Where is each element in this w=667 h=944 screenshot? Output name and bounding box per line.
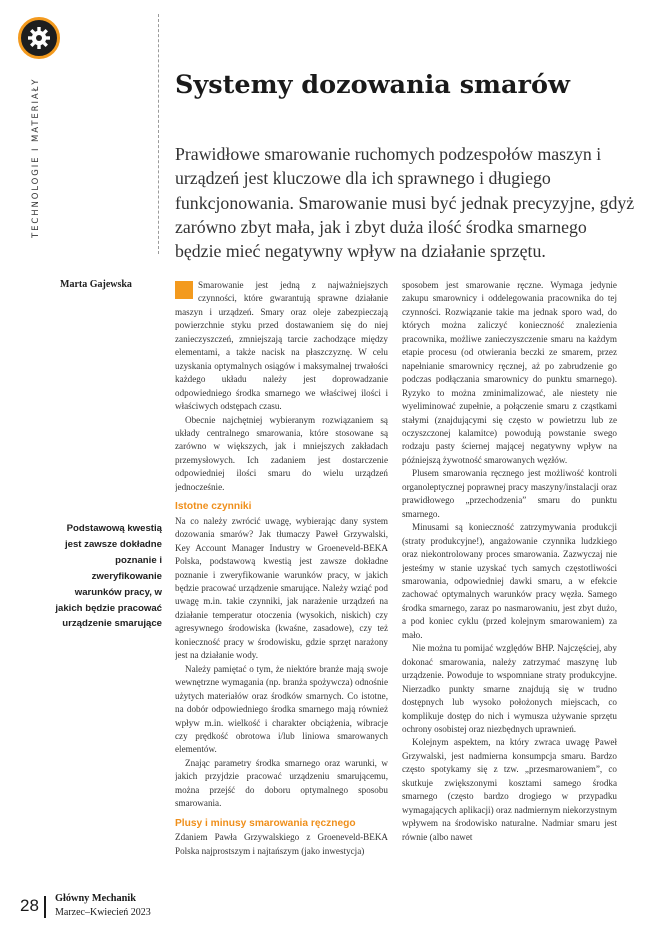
pull-quote: Podstawową kwestią jest zawsze dokładne poznanie i zweryfikowanie warunków pracy, w jakich będzie pracować urządzenie smarujące [55, 523, 162, 630]
divider-vertical [158, 14, 159, 254]
article-column-1 [175, 279, 388, 874]
body-paragraph: Należy pamiętać o tym, że niektóre branże mają swoje wewnętrzne wymagania (np. branża spożywcza) odnośnie użytych materiałów oraz środków smarnych. Co istotne, na dobór odpowiedniego środka smarnego mają również wpływ m.in. wielkość i charakter obciążenia, wibracje czy prędkość obrotowa i/lub liniowa smarowanych elementów. [175, 663, 388, 755]
body-paragraph: sposobem jest smarowanie ręczne. Wymaga jedynie zakupu smarownicy i oddelegowania pracownika do tej czynności. Rozwiązanie takie ma jednak sporo wad, do których można zaliczyć konieczność znalezienia pracownika, możliwe zanieczyszczenie smaru na każdym etapie procesu (od otwierania beczki ze smarem, przez napełnianie smarownicy ręcznej, aż po zabrudzenie go podczas podłączania smarownicy do punktu smarnego). Ryzyko to można zminimalizować, ale niestety nie wyeliminować zupełnie, a połączenie smaru z cząstkami stałymi (znajdującymi się często w powietrzu lub ze oczyszczonej kalamitce) powodują powstanie swego rodzaju pasty ściernej mającej negatywny wpływ na późniejszą żywotność smarowanych węzłów. [402, 280, 617, 465]
body-paragraph: Znając parametry środka smarnego oraz warunki, w jakich przyjdzie pracować urządzeniu smarującemu, można przejść do doboru optymalnego sposobu smarowania. [175, 757, 388, 809]
body-paragraph: Zdaniem Pawła Grzywalskiego z Groeneveld-BEKA Polska najprostszym i najtańszym (jako inwestycja) [175, 832, 388, 856]
author-name: Marta Gajewska [60, 279, 132, 290]
article-column-2 [402, 279, 617, 874]
body-paragraph: Obecnie najchętniej wybieranym rozwiązaniem są układy centralnego smarowania, które stosowane są zarówno w większych, jak i mniejszych zakładach przemysłowych. Ich zadaniem jest dostarczenie odpowiedniej ilości smaru do wielu urządzeń jednocześnie. [175, 414, 388, 492]
article-title: Systemy dozowania smarów [175, 70, 570, 100]
body-paragraph: Minusami są konieczność zatrzymywania produkcji (straty produkcyjne!), angażowanie czynnika ludzkiego oraz niekontrolowany proces smarowania. Zazwyczaj nie jesteśmy w stanie uzyskać tych samych częstotliwości smarowania, odpowiedniej dawki smaru, a w efekcie zachować optymalnych warunków pracy węzła. Samego środka smarnego, zaraz po nasmarowaniu, jest zbyt dużo, a pod koniec cyklu (przed kolejnym smarowaniem) za mało. [402, 522, 617, 640]
magazine-issue: Marzec–Kwiecień 2023 [55, 907, 151, 918]
body-paragraph: Nie można tu pomijać względów BHP. Najczęściej, aby dokonać smarowania, należy zatrzymać maszynę lub urządzenie. Powoduje to wspomniane straty produkcyjne. Nierzadko punkty smarne znajdują się w trudno dostępnych lub wysoko położonych miejscach, co komplikuje dostęp do nich i wymusza używanie sprzętu ochrony osobistej oraz niezbędnych uprawnień. [402, 643, 617, 734]
subheading-plusy-minusy: Plusy i minusy smarowania ręcznego [175, 817, 356, 829]
section-label: TECHNOLOGIE I MATERIAŁY [31, 77, 41, 238]
body-paragraph: Na co należy zwrócić uwagę, wybierając dany system dozowania smarów? Jak tłumaczy Paweł Grzywalski, Key Account Manager Industry w Groeneveld-BEKA Polska, podstawową kwestią jest zawsze dokładne poznanie i zweryfikowanie warunków pracy, w jakich będzie pracować urządzenie smarujące. Należy wziąć pod uwagę m.in. takie czynniki, jak narażenie urządzeń na działanie temperatur otoczenia (wysokich, niskich) czy agresywnego środowiska (kwaśne, zasadowe), czy też konieczność pracy w środowisku, gdzie sprzęt narażony jest na działanie wody. [175, 515, 388, 661]
body-paragraph: Kolejnym aspektem, na który zwraca uwagę Paweł Grzywalski, jest nadmierna konsumpcja smaru. Bardzo często spotykamy się z tzw. „przesmarowaniem”, co skutkuje zwiększonymi kosztami samego środka smarnego (często bardzo drogiego w przypadku wymagających aplikacji) oraz nadmiernym niekorzystnym wpływem na środowisko naturalne. Nadmiar smaru jest równie (albo nawet [402, 737, 617, 842]
body-paragraph: Smarowanie jest jedną z najważniejszych czynności, które gwarantują sprawne działanie maszyn i urządzeń. Smary oraz oleje zabezpieczają powierzchnie styku przed dostawaniem się do niej zanieczyszczeń, zmniejszają tarcie zachodzące między elementami, a także nacisk na płaszczyznę. W celu uzyskania optymalnych osiągów i maksymalnej trwałości każdego układu należy jest doprowadzanie odpowiedniego środka smarnego we właściwej ilości i właściwych odstępach czasu. [175, 280, 388, 412]
page-number: 28 [20, 896, 39, 915]
subheading-istotne-czynniki: Istotne czynniki [175, 501, 252, 513]
footer-divider [44, 896, 46, 918]
article-lead: Prawidłowe smarowanie ruchomych podzespołów maszyn i urządzeń jest kluczowe dla ich sprawnego i długiego funkcjonowania. Smarowanie musi być jednak precyzyjne, gdyż zarówno zbyt mała, jak i zbyt duża ilość środka smarnego będzie mieć negatywny wpływ na działanie sprzętu. [175, 144, 635, 262]
gear-icon-graphic [21, 20, 57, 56]
gear-icon [18, 17, 60, 59]
magazine-title: Główny Mechanik [55, 893, 136, 904]
body-paragraph: Plusem smarowania ręcznego jest możliwość kontroli organoleptycznej poprawnej pracy maszyny/instalacji oraz prawidłowego „przechodzenia” smaru do punktu smarnego. [402, 468, 617, 519]
dropcap-square [175, 281, 193, 299]
